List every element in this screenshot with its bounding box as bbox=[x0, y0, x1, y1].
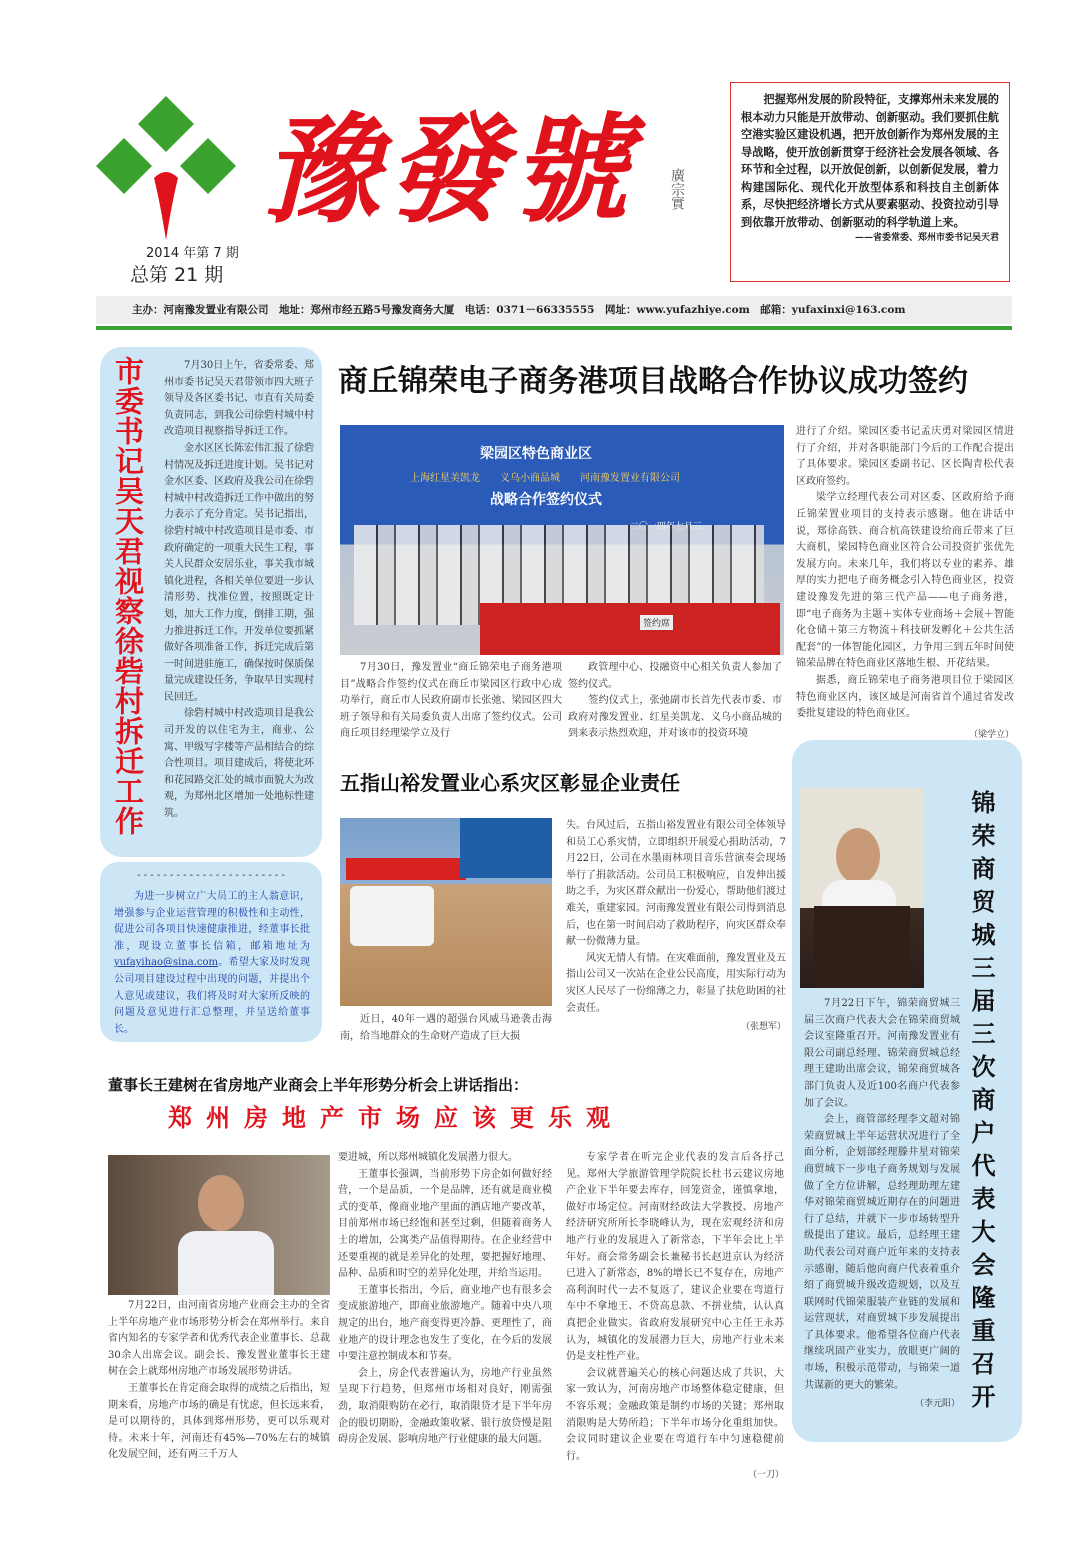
logo-leaf-right bbox=[180, 138, 236, 194]
issue-total: 总第 21 期 bbox=[130, 264, 224, 286]
calligrapher-signature bbox=[664, 168, 686, 238]
info-bar bbox=[96, 296, 1012, 324]
main-col3-para-1: 进行了介绍。梁园区委书记孟庆勇对梁园区情进行了介绍，并对各职能部门今后的工作配合提出了具体要求。梁园区委副书记、区长陶青松代表区政府签约。 bbox=[796, 426, 1014, 487]
middle-body bbox=[566, 818, 786, 1032]
middle-byline: （张想军） bbox=[740, 1022, 786, 1033]
banner-line3: 战略合作签约仪式 bbox=[490, 492, 602, 508]
bottom-kicker: 董事长王建树在省房地产业商会上半年形势分析会上讲话指出： bbox=[108, 1076, 529, 1094]
disaster-van bbox=[350, 886, 434, 946]
bottom-caption: 7月22日，由河南省房地产业商会主办的全省上半年房地产业市场形势分析会在郑州举行。来自省内知名的专家学者和优秀代表企业董事长、总裁30余人出席会议。副会长、豫发置业董事长王建树在会上就郑州房地产市场发展形势讲话。 bbox=[108, 1300, 330, 1378]
mailbox-dashes: - - - - - - - - - - - - - - - - - - - - - - - bbox=[137, 870, 285, 881]
mailbox-notice bbox=[114, 889, 310, 1038]
right-para-1: 7月22日下午，锦荣商贸城三届三次商户代表大会在锦荣商贸城会议室隆重召开。河南豫发置业有限公司副总经理、锦荣商贸城总经理王建助出席会议，锦荣商贸城各部门负责人及近100名商户代表参加了会议。 bbox=[804, 998, 960, 1109]
bottom-col1-para: 王董事长在肯定商会取得的成绩之后指出，短期来看，房地产市场的确是有忧虑，但长远来看，是可以期待的，具体到郑州形势，更可以乐观对待。未来十年，河南还有45%—70%左右的城镇化发展空间，还有两三千万人 bbox=[108, 1382, 330, 1461]
left-title bbox=[108, 356, 160, 856]
sign-label: 签约席 bbox=[640, 615, 673, 630]
right-para-2: 会上，商管部经理李文超对锦荣商贸城上半年运营状况进行了全面分析，企划部经理滕井星对锦荣商贸城下一步电子商务规划与发展做了全方位讲解，总经理助理左建华对锦荣商贸城近期存在的问题进行了总结，并就下一步市场转型升级提出了建议。最后，总经理王建助代表公司对商户近年来的支持表示感谢，随后他向商户代表着重介绍了商贸城升级改造规划，以及互联网时代锦荣服装产业链的发展和运营现状，对商贸城下步发展提出了具体要求。他希望各位商户代表继续巩固产业实力，放眼更广阔的市场，积极示范带动，与锦荣一道共谋新的更大的繁荣。 bbox=[804, 1114, 960, 1391]
issue-year: 2014 年第 7 期 bbox=[146, 246, 239, 261]
left-para-1: 7月30日上午，省委常委、郑州市委书记吴天君带领市四大班子领导及各区委书记、市直有关局委负责同志，到我公司徐砦村城中村改造项目视察指导拆迁工作。 bbox=[164, 360, 314, 438]
right-title-text: 锦荣商贸城三届三次商户代表大会隆重召开 bbox=[967, 790, 996, 1417]
info-text: 主办：河南豫发置业有限公司 地址：郑州市经五路5号豫发商务大厦 电话：0371－66335555 网址：www.yufazhiye.com 邮箱：yufaxinxi@163.com bbox=[132, 304, 906, 316]
bottom-col3-para-2: 会议就普遍关心的核心问题达成了共识，大家一致认为，河南房地产市场整体稳定健康，但不容乐观；金融政策是制约市场的关键；郑州取消限购是大势所趋；下半年市场分化重组加快。会议同时建议企业要在弯道行车中匀速稳健前行。 bbox=[566, 1367, 784, 1462]
sign-table bbox=[480, 603, 780, 655]
chairman-head bbox=[198, 1175, 244, 1231]
logo-leaf-left bbox=[96, 138, 152, 194]
middle-caption: 近日，40年一遇的超强台风威马逊袭击海南，给当地群众的生命财产造成了巨大损 bbox=[340, 1014, 552, 1042]
main-col3 bbox=[796, 424, 1014, 740]
main-col3-para-3: 据悉，商丘锦荣电子商务港项目位于梁园区特色商业区内，该区域是河南省首个通过省发改委批复建设的特色商业区。 bbox=[796, 674, 1014, 720]
logo-clover-icon bbox=[96, 92, 236, 242]
banner-line1: 梁园区特色商业区 bbox=[480, 446, 592, 462]
mailbox-notice-text1: 为进一步树立广大员工的主人翁意识，增强参与企业运营管理的积极性和主动性，促进公司各项目快速健康推进，经董事长批准，现设立董事长信箱，邮箱地址为 bbox=[114, 891, 310, 952]
main-byline: （梁学立） bbox=[968, 729, 1014, 740]
calligrapher-name: 廣宗實 bbox=[669, 168, 685, 210]
logo bbox=[96, 92, 236, 242]
left-title-text: 市委书记吴天君视察徐砦村拆迁工作 bbox=[111, 356, 145, 836]
quote-box bbox=[730, 82, 1010, 282]
bottom-byline: （一刀） bbox=[747, 1470, 784, 1481]
main-caption-block: 7月30日，豫发置业“商丘锦荣电子商务港项目”战略合作签约仪式在商丘市梁园区行政中心成功举行，商丘市人民政府副市长张弛、梁园区四大班子领导和有关局委负责人出席了签约仪式。公司商丘项目经理梁学立及行 bbox=[340, 662, 562, 740]
header-rule bbox=[96, 326, 1012, 330]
bottom-col3-para-1: 专家学者在听完企业代表的发言后各抒己见。郑州大学旅游管理学院院长杜书云建议房地产企业下半年要去库存，回笼资金，谨慎拿地，做好市场定位。河南财经政法大学教授、房地产经济研究所所长李晓峰认为，现在宏观经济和房地产行业的发展进入了新常态，下半年会比上半年好。商会常务副会长兼秘书长赵进京认为经济已进入了新常态，8%的增长已不复存在，房地产高利润时代一去不复返了，建议企业要在弯道行车中不拿地王、不贷高息款、不拼业绩，认认真真把企业做实。省政府发展研究中心主任王永苏认为，城镇化的发展潜力巨大，房地产行业未来仍是支柱性产业。 bbox=[566, 1152, 784, 1363]
bottom-col1 bbox=[108, 1298, 330, 1464]
disaster-tarp bbox=[460, 818, 552, 878]
main-title: 商丘锦荣电子商务港项目战略合作协议成功签约 bbox=[338, 364, 968, 399]
bottom-col2 bbox=[338, 1150, 552, 1449]
bottom-col2-para-1: 要进城，所以郑州城镇化发展潜力很大。 bbox=[338, 1152, 518, 1163]
left-para-2: 金水区区长陈宏伟汇报了徐砦村情况及拆迁进度计划。吴书记对金水区委、区政府及我公司在徐砦村城中村改造拆迁工作中做出的努力表示了充分肯定。吴书记指出，徐砦村城中村改造项目是市委、市政府确定的一项重大民生工程，事关人民群众安居乐业，事关我市城镇化进程，各相关单位要进一步认清形势、找准位置，按照既定计划，加大工作力度，倒排工期，强力推进拆迁工作。开发单位要抓紧做好各项准备工作，拆迁完成后第一时间进驻施工，确保按时保质保量完成建设任务，争取早日实现村民回迁。 bbox=[164, 442, 314, 703]
speaker-podium bbox=[814, 906, 910, 988]
mailbox-email-link[interactable]: yufayihao@sina.com bbox=[114, 957, 219, 969]
quote-text: 把握郑州发展的阶段特征，支撑郑州未来发展的根本动力只能是开放带动、创新驱动。我们要抓住航空港实验区建设机遇，把开放创新作为郑州发展的主导战略，使开放创新贯穿于经济社会发展各领域、各环节和全过程，以开放促创新，以创新促发展，着力构建国际化、现代化开放型体系和科技自主创新体系，尽快把经济增长方式从要素驱动、投资拉动引导到依靠开放带动、创新驱动的科学轨道上来。 bbox=[741, 92, 999, 229]
bottom-title: 郑州房地产市场应该更乐观 bbox=[168, 1103, 624, 1132]
disaster-banner bbox=[346, 858, 466, 880]
chairman-photo bbox=[108, 1155, 330, 1295]
disaster-photo bbox=[340, 818, 552, 1006]
mailbox-notice-text2: 。希望大家及时发现公司项目建设过程中出现的问题，并提出个人意见或建议，我们将及时对大家所反映的问题及意见进行汇总整理，并呈送给董事长。 bbox=[114, 957, 310, 1035]
speaker-photo bbox=[800, 788, 924, 988]
speaker-head bbox=[836, 828, 880, 884]
chairman-shirt bbox=[178, 1231, 274, 1295]
logo-drop bbox=[154, 172, 178, 240]
bottom-col2-para-2: 王董事长强调，当前形势下房企如何做好经营，一个是品质，一个是品牌，还有就是商业模式的变革，像商业地产里面的酒店地产要改革，目前郑州市场已经饱和甚至过剩，但随着商务人士的增加，公寓类产品值得期待。在企业经营中还要重视的就是差异化的处理，要把握好地理、品种、品质和时空的差异化处理，并给当运用。 bbox=[338, 1168, 552, 1280]
mailbox-panel bbox=[100, 862, 322, 1042]
left-para-3: 徐砦村城中村改造项目是我公司开发的以住宅为主，商业、公寓、甲级写字楼等产品相结合的综合性项目。项目建成后，将使北环和花园路交汇处的城市面貌大为改观，为郑州北区增加一处地标性建筑。 bbox=[164, 708, 314, 820]
main-col3-para-2: 梁学立经理代表公司对区委、区政府给予商丘锦荣置业项目的支持表示感谢。他在讲话中说，郑徐高铁、商合杭高铁建设给商丘带来了巨大商机，梁园特色商业区符合公司投资扩张优先发展方向。未来几年，我们将以专业的素养、雄厚的实力把电子商务概念引入特色商业区，投资建设豫发先进的第三代产品——电子商务港，即“电子商务为主题＋实体专业商场＋会展＋智能化仓储＋第三方物流＋科技研发孵化＋公共生活配套”的一体智能化园区，力争用三到五年时间使锦荣品牌在特色商业区落地生根、开花结果。 bbox=[796, 492, 1014, 670]
main-col2: 政管理中心、投融资中心相关负责人参加了签约仪式。 签约仪式上，张弛副市长首先代表市委、市政府对豫发置业、红星美凯龙、义乌小商品城的到来表示热烈欢迎，并对该市的投资环境 bbox=[568, 662, 782, 740]
left-body bbox=[164, 358, 314, 823]
masthead-title: 豫發號 bbox=[262, 100, 635, 239]
bottom-col3 bbox=[566, 1150, 784, 1480]
logo-leaf-top bbox=[138, 96, 194, 152]
quote-source: ——省委常委、郑州市委书记吴天君 bbox=[854, 233, 999, 243]
bottom-col2-para-4: 会上，房企代表普遍认为，房地产行业虽然呈现下行趋势，但郑州市场相对良好，刚需强劲，取消限购防在必行，取消限贷才是下半年房企的股切期盼，金融政策收紧、银行放贷慢是阻碍房企发展、影响房地产行业健康的最大问题。 bbox=[338, 1367, 552, 1446]
signing-photo bbox=[340, 425, 784, 655]
middle-para-2: 风灾无情人有情。在灾难面前，豫发置业及五指山公司又一次站在企业公民高度，用实际行动为灾区人民尽了一份绵薄之力，彰显了扶危助困的社会责任。 bbox=[566, 952, 786, 1014]
right-byline: （李元阳） bbox=[914, 1399, 960, 1410]
middle-title: 五指山裕发置业心系灾区彰显企业责任 bbox=[340, 771, 680, 795]
bottom-col2-para-3: 王董事长指出，今后，商业地产也有很多会变成旅游地产，即商业旅游地产。随着中央八项规定的出台，地产商变得更冷静、更理性了，商业地产的设计理念也发生了变化，在今后的发展中要注意控制成本和节奏。 bbox=[338, 1284, 552, 1363]
middle-para-1: 失。台风过后，五指山裕发置业有限公司全体领导和员工心系灾情，立即组织开展爱心捐助活动，7月22日，公司在水墨雨林项目音乐营演奏会现场举行了捐款活动。公司员工积极响应，自发伸出援助之手，为灾区群众献出一份爱心，帮助他们渡过难关，重建家园。河南豫发置业有限公司得到消息后，也在第一时间启动了救助程序，向灾区群众奉献一份微薄力量。 bbox=[566, 820, 786, 948]
right-body bbox=[804, 996, 960, 1409]
banner-line2: 上海红星美凯龙 义乌小商品城 河南豫发置业有限公司 bbox=[410, 473, 680, 484]
right-title bbox=[966, 790, 1014, 1440]
